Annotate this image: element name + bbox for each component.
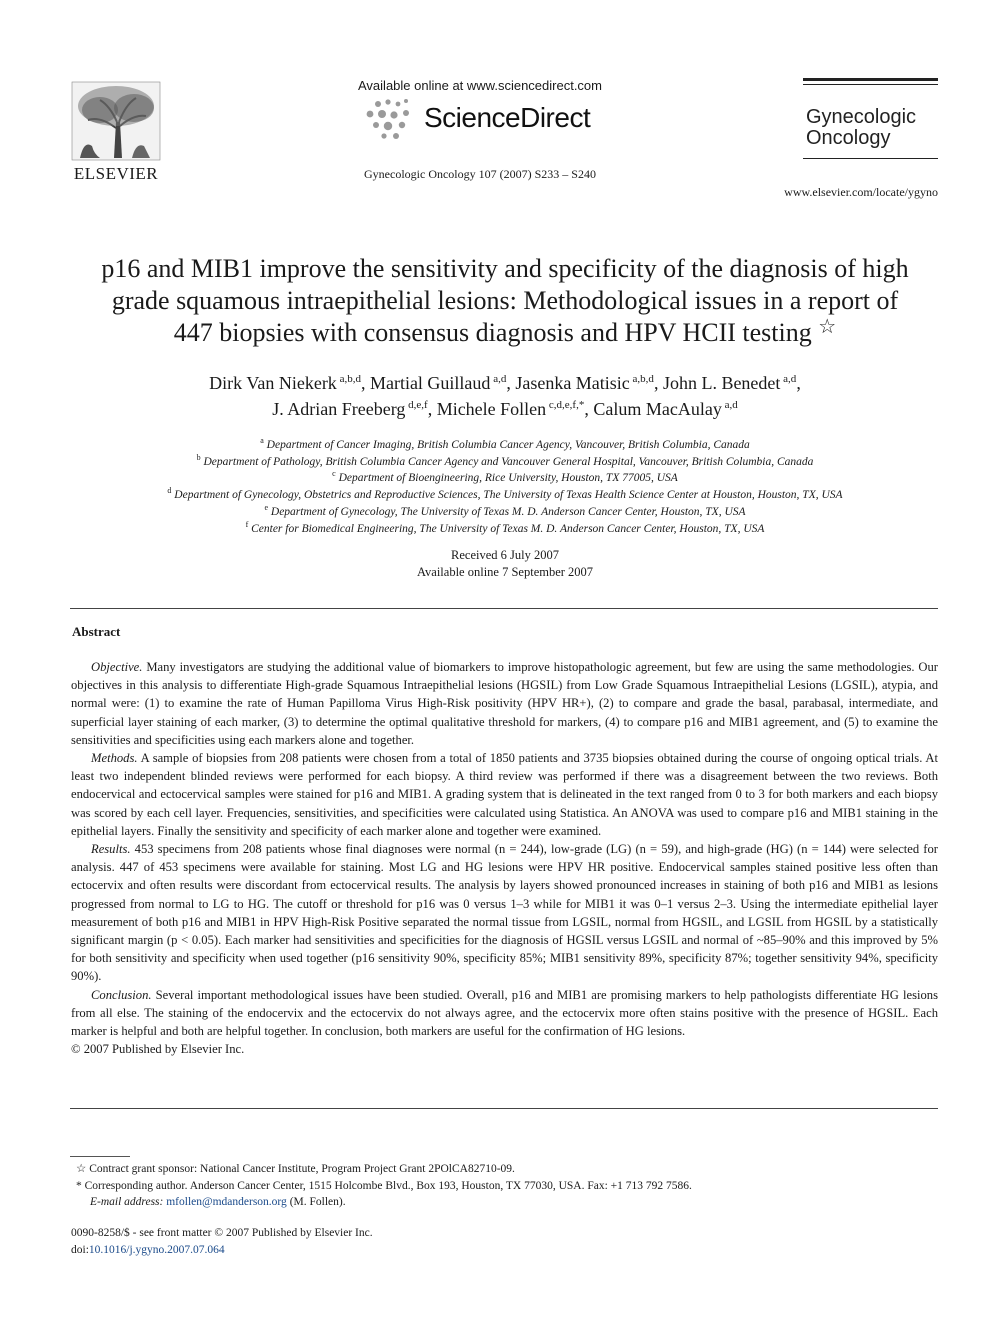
affiliation-item [60, 487, 950, 504]
affiliation-key: e [264, 502, 269, 512]
section-text: A sample of biopsies from 208 patients were chosen from a total of 1850 patients and 3735 biopsies obtained during the course of ongoing optical trials. At least two independent blinded reviews were performed for each biopsy. A third review was performed if there was a disagreement between the two reviews. Both endocervical and ectocervical samples were stained for p16 and MIB1. A grading system that is delineated in the text ranged from 0 to 3 for both markers and each biopsy was scored by each cell layer. Frequencies, sensitivities, and specificities were calculated using Statistica. An ANOVA was used to compare p16 and MIB1 staining in the epithelial layers. Finally the sensitivity and specificity of each marker alone and together were examined. [71, 751, 938, 838]
doi-label: doi: [71, 1243, 89, 1256]
affiliation-text: Department of Bioengineering, Rice University, Houston, TX 77005, USA [338, 472, 678, 485]
footnote-email [76, 1194, 936, 1211]
author-sup: a,d [783, 373, 797, 385]
grant-star-icon: ☆ [76, 1163, 87, 1175]
footnote-rule [70, 1156, 130, 1157]
footnote-corresponding [76, 1178, 936, 1195]
abstract-results [71, 840, 938, 986]
title-line3-wrap [60, 317, 950, 349]
abstract-objective [71, 658, 938, 749]
available-online-text: Available online at www.sciencedirect.com [358, 78, 602, 93]
affiliation-text: Center for Biomedical Engineering, The University of Texas M. D. Anderson Cancer Center, Houston, TX, USA [251, 522, 765, 535]
affiliation-key: f [245, 519, 249, 529]
author-name: Dirk Van Niekerk [209, 373, 337, 393]
elsevier-tree-icon [70, 80, 162, 162]
abstract-copyright: © 2007 Published by Elsevier Inc. [71, 1042, 245, 1057]
abstract-body [71, 658, 938, 1058]
author-name: J. Adrian Freeberg [272, 399, 406, 419]
author-name: Martial Guillaud [369, 373, 491, 393]
affiliation-text: Department of Pathology, British Columbia Cancer Agency and Vancouver General Hospital, Vancouver, British Columbia, Canada [203, 455, 814, 468]
author-sep: , [506, 373, 511, 393]
author-name: Jasenka Matisic [515, 373, 630, 393]
sciencedirect-logo [362, 96, 602, 142]
abstract-conclusion [71, 986, 938, 1041]
affiliation-item [60, 470, 950, 487]
author-name: John L. Benedet [662, 373, 781, 393]
affiliation-item [60, 437, 950, 454]
author-sep: , [796, 373, 801, 393]
author-sep: , [584, 399, 589, 419]
author-sup: c,d,e,f,* [548, 399, 585, 411]
affiliation-text: Department of Gynecology, Obstetrics and Reproductive Sciences, The University of Texas Health Science Center at Houston, Houston, TX, USA [174, 489, 843, 502]
author-list [60, 370, 950, 422]
doi-line [71, 1242, 373, 1259]
author-name: Calum MacAulay [593, 399, 722, 419]
author-sup: a,b,d [339, 373, 361, 385]
sciencedirect-dots-icon [362, 96, 422, 142]
article-dates [330, 547, 680, 581]
author-sep: , [427, 399, 433, 419]
abstract-rule-top [70, 608, 938, 609]
journal-url-link[interactable]: www.elsevier.com/locate/ygyno [784, 185, 938, 199]
affiliation-item [60, 454, 950, 471]
title-line3: 447 biopsies with consensus diagnosis and HPV HCII testing [173, 318, 812, 347]
abstract-methods [71, 749, 938, 840]
title-footnote-star-icon[interactable]: ☆ [818, 316, 837, 338]
issn-block [71, 1225, 373, 1258]
section-label: Results. [91, 842, 131, 857]
author-name: Michele Follen [436, 399, 547, 419]
author-sup: a,d [724, 399, 738, 411]
affiliation-key: c [332, 469, 336, 479]
elsevier-logo [70, 80, 162, 183]
affiliation-key: d [167, 486, 172, 496]
email-link[interactable]: mfollen@mdanderson.org [166, 1196, 287, 1208]
journal-citation: Gynecologic Oncology 107 (2007) S233 – S240 [364, 167, 596, 181]
journal-rule-top-thin [803, 84, 938, 85]
affiliation-item [60, 504, 950, 521]
author-sep: , [360, 373, 366, 393]
journal-name [806, 107, 938, 149]
journal-name-line1: Gynecologic [806, 106, 917, 128]
received-date: Received 6 July 2007 [451, 548, 559, 562]
corresponding-text: Corresponding author. Anderson Cancer Center, 1515 Holcombe Blvd., Box 193, Houston, TX 77030, USA. Fax: +1 713 792 7586. [84, 1179, 692, 1192]
affiliation-text: Department of Cancer Imaging, British Columbia Cancer Agency, Vancouver, British Columbia, Canada [266, 439, 750, 451]
article-title [60, 253, 950, 349]
author-line1 [60, 370, 950, 396]
sciencedirect-wordmark: ScienceDirect [424, 102, 591, 133]
footnotes [76, 1161, 936, 1211]
journal-name-line2: Oncology [806, 127, 891, 149]
title-line1: p16 and MIB1 improve the sensitivity and specificity of the diagnosis of high [101, 254, 909, 283]
affiliation-text: Department of Gynecology, The University of Texas M. D. Anderson Cancer Center, Houston, TX, USA [270, 505, 746, 518]
journal-name-box [803, 78, 938, 159]
affiliation-key: b [196, 452, 201, 462]
doi-link[interactable]: 10.1016/j.ygyno.2007.07.064 [88, 1243, 225, 1256]
email-label: E-mail address: [90, 1196, 164, 1208]
elsevier-wordmark: ELSEVIER [73, 164, 159, 183]
affiliation-item [60, 521, 950, 538]
section-text: 453 specimens from 208 patients whose final diagnoses were normal (n = 244), low-grade (LG) (n = 59), and high-grade (HG) (n = 144) were selected for analysis. 447 of 453 specimens were available for staining. Most LG and HG lesions were HPV HR positive. Endocervical samples stained positive less often than ectocervix and often results were discordant from ectocervical results. The analysis by layers showed pronounced increases in staining of both p16 and MIB1 as lesions progressed from normal to LG to HG. The cutoff or threshold for p16 was 0 versus 1–3 while for MIB1 it was 0–1 versus 2–3. Using the intermediate epithelial layer measurement of both p16 and MIB1 in HPV High-Risk Positive separated the normal tissue from LGSIL, normal from HGSIL, and LGSIL from HGSIL by a statistically significant margin (p < 0.05). Each marker had sensitivities and specificities for the diagnosis of HGSIL versus LGSIL and normal of ~85–90% and this improved by 5% for both sensitivity and specificity when used together (p16 sensitivity 90%, specificity 85%; MIB1 sensitivity 89%, specificity 87%; together sensitivity 94%, specificity 90%). [71, 842, 938, 984]
author-sep: , [653, 373, 659, 393]
affiliation-key: a [260, 436, 264, 445]
grant-text: Contract grant sponsor: National Cancer Institute, Program Project Grant 2POlCA82710-09. [89, 1163, 515, 1175]
email-suffix: (M. Follen). [289, 1196, 346, 1208]
author-sup: d,e,f [408, 399, 428, 411]
title-line2: grade squamous intraepithelial lesions: Methodological issues in a report of [111, 286, 899, 315]
corresponding-asterisk: * [76, 1179, 82, 1192]
section-text: Several important methodological issues have been studied. Overall, p16 and MIB1 are promising markers to help pathologists differentiate HG lesions from all else. The staining of the endocervix and the ectocervix do not always agree, and the ectocervix more often stains positive with the presence of HGSIL. Each marker is helpful and both are helpful together. In conclusion, both markers are useful for the confirmation of HG lesions. [71, 987, 938, 1039]
footnote-grant [76, 1161, 936, 1178]
author-line2 [60, 396, 950, 422]
available-online-date: Available online 7 September 2007 [416, 565, 594, 579]
affiliation-list [60, 437, 950, 537]
abstract-heading: Abstract [72, 624, 121, 639]
abstract-rule-bottom [70, 1108, 938, 1109]
journal-rule-bottom [803, 158, 938, 159]
section-text: Many investigators are studying the additional value of biomarkers to improve histopathologic agreement, but few are using the same methodologies. Our objectives in this analysis to differentiate High-grade Squamous Intraepithelial lesions (HGSIL) from Low Grade Squamous Intraepithelial Lesions (LGSIL), atypia, and normal were: (1) to examine the rate of Human Papilloma Virus High-Risk positivity (HPV HR+), (2) to compare and grade the basal, parabasal, intermediate, and superficial layer staining of each marker, (3) to determine the optimal qualitative threshold for markers, (4) to compare p16 and MIB1 agreement, and (5) to examine the sensitivities and specificities using each markers alone and together. [71, 660, 939, 747]
author-sup: a,b,d [632, 373, 654, 385]
section-label: Conclusion. [91, 987, 152, 1002]
author-sup: a,d [493, 373, 507, 385]
issn-line: 0090-8258/$ - see front matter © 2007 Published by Elsevier Inc. [71, 1227, 373, 1239]
section-label: Objective. [91, 660, 143, 674]
section-label: Methods. [91, 751, 138, 766]
